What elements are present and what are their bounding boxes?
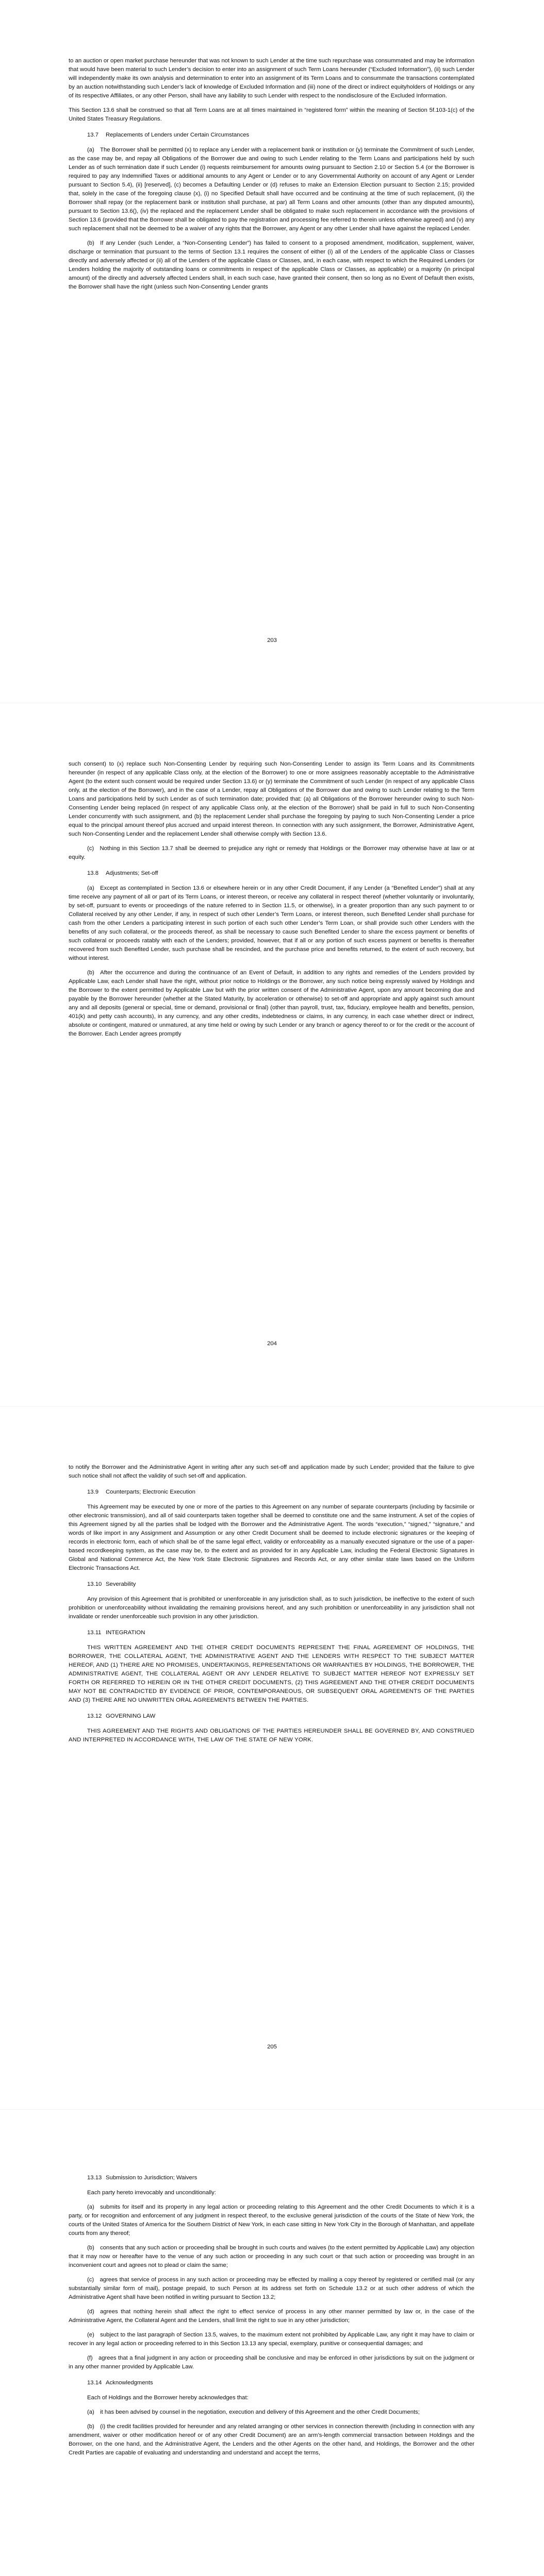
section-title: Severability [106,1581,136,1587]
page [0,1406,544,2110]
section-heading [69,1712,474,1721]
section-number: 13.9 [87,1489,98,1495]
paragraph: (d) agrees that nothing herein shall affect the right to effect service of process in any other manner permitted by law or, in the case of the Administrative Agent, the Collateral Agent and the Lenders, shall limit the right to sue in any other jurisdiction; [69,2309,474,2324]
paragraph: This Section 13.6 shall be construed so that all Term Loans are at all times maintained in “registered form” within the meaning of Section 5f.103-1(c) of the United States Treasury Regulations. [69,107,474,122]
paragraph: (b) After the occurrence and during the continuance of an Event of Default, in addition to any rights and remedies of the Lenders provided by Applicable Law, each Lender shall have the right, without prior notice to Holdings or the Borrower, any such notice being expressly waived by Holdings and the Borrower to the extent permitted by Applicable Law but with the prior written consent of the Administrative Agent, upon any amount becoming due and payable by the Borrower hereunder (whether at the Stated Maturity, by acceleration or otherwise) to set-off and appropriate and apply against such amount any and all deposits (general or special, time or demand, provisional or final) (other than payroll, trust, tax, fiduciary, employee health and benefits, pension, 401(k) and petty cash accounts), in any currency, and any other credits, indebtedness or claims, in any currency, in each case whether direct or indirect, absolute or contingent, matured or unmatured, at any time held or owing by such Lender or any branch or agency thereof to or for the credit or the account of the Borrower. Each Lender agrees promptly [69,970,474,1037]
paragraph: (e) subject to the last paragraph of Section 13.5, waives, to the maximum extent not prohibited by Applicable Law, any right it may have to claim or recover in any legal action or proceeding referred to in this Section 13.13 any special, exemplary, punitive or consequential damages; and [69,2332,474,2347]
paragraph: This Agreement may be executed by one or more of the parties to this Agreement on any number of separate counterparts (including by facsimile or other electronic transmission), and all of said counterparts taken together shall be deemed to constitute one and the same instrument. A set of the copies of this Agreement signed by all the parties shall be lodged with the Borrower and the Administrative Agent. The words “execution,” “signed,” “signature,” and words of like import in any Assignment and Assumption or any other Credit Document shall be deemed to include electronic signatures or the keeping of records in electronic form, each of which shall be of the same legal effect, validity or enforceability as a manually executed signature or the use of a paper-based recordkeeping system, as the case may be, to the extent and as provided for in any Applicable Law, including the Federal Electronic Signatures in Global and National Commerce Act, the New York State Electronic Signatures and Records Act, or any other similar state laws based on the Uniform Electronic Transactions Act. [69,1504,474,1571]
section-title: Acknowledgments [106,2380,153,2386]
section-heading [69,2379,474,2387]
section-heading [69,869,474,878]
section-heading [69,1629,474,1637]
section-number: 13.13 [87,2175,102,2181]
page-number: 203 [267,637,277,643]
paragraph: Any provision of this Agreement that is prohibited or unenforceable in any jurisdiction shall, as to such jurisdiction, be ineffective to the extent of such prohibition or unenforceability without invalidating the remaining provisions hereof, and any such prohibition or unenforceability in any jurisdiction shall not invalidate or render unenforceable such provision in any other jurisdiction. [69,1596,474,1620]
paragraph: THIS AGREEMENT AND THE RIGHTS AND OBLIGATIONS OF THE PARTIES HEREUNDER SHALL BE GOVERNED BY, AND CONSTRUED AND INTERPRETED IN ACCORDANCE WITH, THE LAW OF THE STATE OF NEW YORK. [69,1728,474,1743]
paragraph: to an auction or open market purchase hereunder that was not known to such Lender at the time such repurchase was consummated and may be information that would have been material to such Lender’s decision to enter into an assignment of such Term Loans hereunder (“Excluded Information”), (ii) such Lender will independently make its own analysis and determination to enter into an assignment of its Term Loans and to consummate the transactions contemplated by an auction notwithstanding such Lender’s lack of knowledge of Excluded Information and (iii) none of the direct or indirect equityholders of Holdings or any of its respective Affiliates, or any other Person, shall have any liability to such Lender with respect to the nondisclosure of the Excluded Information. [69,58,474,99]
paragraph: Each party hereto irrevocably and unconditionally: [87,2190,216,2196]
section-number: 13.10 [87,1581,102,1587]
section-title: Adjustments; Set-off [106,870,158,876]
section-heading [69,2174,474,2182]
paragraph: THIS WRITTEN AGREEMENT AND THE OTHER CREDIT DOCUMENTS REPRESENT THE FINAL AGREEMENT OF HOLDINGS, THE BORROWER, THE COLLATERAL AGENT, THE ADMINISTRATIVE AGENT AND THE LENDERS WITH RESPECT TO THE SUBJECT MATTER HEREOF, AND (1) THERE ARE NO PROMISES, UNDERTAKINGS, REPRESENTATIONS OR WARRANTIES BY HOLDINGS, THE BORROWER, THE ADMINISTRATIVE AGENT, THE COLLATERAL AGENT OR ANY LENDER RELATIVE TO SUBJECT MATTER HEREOF NOT EXPRESSLY SET FORTH OR REFERRED TO HEREIN OR IN THE OTHER CREDIT DOCUMENTS, (2) THIS AGREEMENT AND THE OTHER CREDIT DOCUMENTS MAY NOT BE CONTRADICTED BY EVIDENCE OF PRIOR, CONTEMPORANEOUS, OR SUBSEQUENT ORAL AGREEMENTS OF THE PARTIES AND (3) THERE ARE NO UNWRITTEN ORAL AGREEMENTS BETWEEN THE PARTIES. [69,1645,474,1703]
paragraph: (b) (i) the credit facilities provided for hereunder and any related arranging or other services in connection therewith (including in connection with any amendment, waiver or other modification hereof or of any other Credit Document) are an arm’s-length commercial transaction between Holdings and the Borrower, on the one hand, and the Administrative Agent, the Lenders and the other Agents on the other hand, and Holdings, the Borrower and the other Credit Parties are capable of evaluating and understanding and understand and accept the terms, [69,2424,474,2456]
page-number: 205 [267,2044,277,2050]
section-title: INTEGRATION [106,1630,145,1636]
paragraph: (b) consents that any such action or proceeding shall be brought in such courts and waives (to the extent permitted by Applicable Law) any objection that it may now or hereafter have to the venue of any such action or proceeding in any such court or that such action or proceeding was brought in an inconvenient court and agrees not to plead or claim the same; [69,2245,474,2268]
paragraph: (c) Nothing in this Section 13.7 shall be deemed to prejudice any right or remedy that Holdings or the Borrower may otherwise have at law or at equity. [69,845,474,860]
section-number: 13.12 [87,1713,102,1719]
paragraph: (b) If any Lender (such Lender, a “Non-Consenting Lender”) has failed to consent to a proposed amendment, modification, supplement, waiver, discharge or termination that pursuant to the terms of Section 13.1 requires the consent of either (i) all of the Lenders of the applicable Class or Classes directly and adversely affected or (ii) all of the Lenders of the applicable Class or Classes, and, in each case, with respect to which the Required Lenders (or Lenders holding the majority of outstanding loans or commitments in respect of the applicable Class or Classes, as applicable) or a majority (in principal amount) of the directly and adversely affected Lenders shall, in each such case, have granted their consent, then so long as no Event of Default then exists, the Borrower shall have the right (unless such Non-Consenting Lender grants [69,240,474,290]
paragraph: such consent) to (x) replace such Non-Consenting Lender by requiring such Non-Consenting Lender to assign its Term Loans and its Commitments hereunder (in respect of any applicable Class only, at the election of the Borrower) to one or more assignees reasonably acceptable to the Administrative Agent (to the extent such consent would be required under Section 13.6) or (y) terminate the Commitment of such Lender (in respect of any applicable Class only, at the election of the Borrower), and in the case of a Lender, repay all Obligations of the Borrower due and owing to such Lender relating to the Term Loans and participations held by such Lender as of such termination date; provided that: (a) all Obligations of the Borrower hereunder owing to such Non-Consenting Lender being replaced (in respect of any applicable Class only, at the election of the Borrower) shall be paid in full to such Non-Consenting Lender concurrently with such assignment, and (b) the replacement Lender shall purchase the foregoing by paying to such Non-Consenting Lender a price equal to the principal amount thereof plus accrued and unpaid interest thereon. In connection with any such assignment, the Borrower, Administrative Agent, such Non-Consenting Lender and the replacement Lender shall otherwise comply with Section 13.6. [69,761,474,837]
section-number: 13.7 [87,132,98,138]
section-title: Counterparts; Electronic Execution [106,1489,195,1495]
page [0,703,544,1406]
section-heading [69,1488,474,1497]
section-number: 13.8 [87,870,98,876]
paragraph: (a) it has been advised by counsel in the negotiation, execution and delivery of this Agreement and the other Credit Documents; [87,2409,420,2415]
page-number: 204 [267,1341,277,1347]
section-heading [69,131,474,140]
paragraph: (f) agrees that a final judgment in any action or proceeding shall be conclusive and may be enforced in other jurisdictions by suit on the judgment or in any other manner provided by Applicable Law. [69,2355,474,2370]
section-number: 13.11 [87,1630,102,1636]
page [0,0,544,703]
paragraph: Each of Holdings and the Borrower hereby acknowledges that: [87,2395,249,2401]
section-title: GOVERNING LAW [106,1713,156,1719]
paragraph: (a) submits for itself and its property in any legal action or proceeding relating to this Agreement and the other Credit Documents to which it is a party, or for recognition and enforcement of any judgment in respect thereof, to the exclusive general jurisdiction of the courts of the State of New York, the courts of the United States of America for the Southern District of New York, in each case sitting in New York City in the Borough of Manhattan, and appellate courts from any thereof; [69,2204,474,2236]
section-heading [69,1580,474,1589]
paragraph: (a) Except as contemplated in Section 13.6 or elsewhere herein or in any other Credit Document, if any Lender (a “Benefited Lender”) shall at any time receive any payment of all or part of its Term Loans, or interest thereon, or receive any collateral in respect thereof (whether voluntarily or involuntarily, by set-off, pursuant to events or proceedings of the nature referred to in Section 11.5, or otherwise), in a greater proportion than any such payment to or Collateral received by any other Lender, if any, in respect of such other Lender’s Term Loans, or interest thereon, such Benefited Lender shall purchase for cash from the other Lenders a participating interest in such portion of each such other Lender’s Term Loan, or shall provide such other Lenders with the benefits of any such collateral, or the proceeds thereof, as shall be necessary to cause such Benefited Lender to share the excess payment or benefits of such collateral or proceeds ratably with each of the Lenders; provided, however, that if all or any portion of such excess payment or benefits is thereafter recovered from such Benefited Lender, such purchase shall be rescinded, and the purchase price and benefits returned, to the extent of such recovery, but without interest. [69,885,474,961]
section-title: Submission to Jurisdiction; Waivers [106,2175,197,2181]
section-title: Replacements of Lenders under Certain Circumstances [106,132,250,138]
paragraph: to notify the Borrower and the Administrative Agent in writing after any such set-off and application made by such Lender; provided that the failure to give such notice shall not affect the validity of such set-off and application. [69,1464,474,1479]
section-number: 13.14 [87,2380,102,2386]
page [0,2110,544,2576]
paragraph: (a) The Borrower shall be permitted (x) to replace any Lender with a replacement bank or institution or (y) terminate the Commitment of such Lender, as the case may be, and repay all Obligations of the Borrower due and owing to such Lender relating to the Term Loans and participations held by such Lender as of such termination date if such Lender (i) requests reimbursement for amounts owing pursuant to Section 2.10 or Section 5.4 (or the Borrower is required to pay any Indemnified Taxes or additional amounts to any Agent or Lender or to any Governmental Authority on account of any Agent or Lender pursuant to Section 5.4), (ii) [reserved], (c) becomes a Defaulting Lender or (d) refuses to make an Extension Election pursuant to Section 2.15; provided that, solely in the case of the foregoing clause (x), (i) no Specified Default shall have occurred and be continuing at the time of such replacement, (ii) the Borrower shall repay (or the replacement bank or institution shall purchase, at par) all Term Loans and other amounts (other than any disputed amounts), pursuant to Section 13.6(), (iv) the replaced and the replacement Lender shall be obligated to make such replacement in accordance with the provisions of Section 13.6 (provided that the Borrower shall be obligated to pay the registration and processing fee referred to therein unless otherwise agreed) and (v) any such replacement shall not be deemed to be a waiver of any rights that the Borrower, any Agent or any other Lender shall have against the replaced Lender. [69,147,474,232]
paragraph: (c) agrees that service of process in any such action or proceeding may be effected by mailing a copy thereof by registered or certified mail (or any substantially similar form of mail), postage prepaid, to such Person at its address set forth on Schedule 13.2 or at such other address of which the Administrative Agent shall have been notified in writing pursuant to Section 13.2; [69,2277,474,2300]
